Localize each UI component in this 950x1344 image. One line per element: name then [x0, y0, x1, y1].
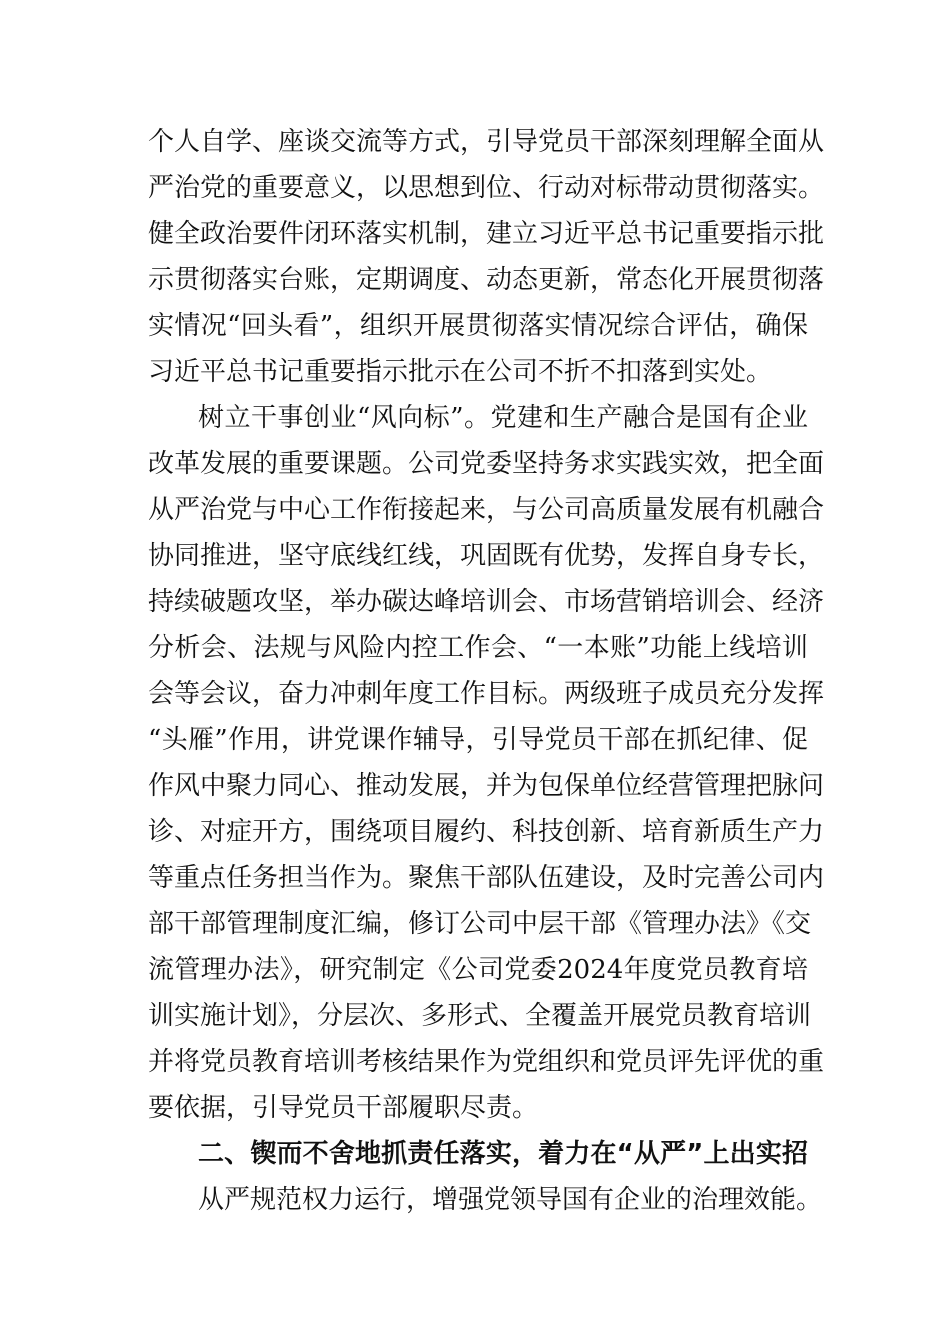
paragraph-line: 改革发展的重要课题。公司党委坚持务求实践实效，把全面	[148, 449, 825, 479]
paragraph-line: 诊、对症开方，围绕项目履约、科技创新、培育新质生产力	[148, 817, 825, 847]
paragraph-line: 严治党的重要意义，以思想到位、行动对标带动贯彻落实。	[148, 173, 825, 203]
paragraph-line: 流管理办法》，研究制定《公司党委2024年度党员教育培	[148, 955, 808, 985]
paragraph-line: 等重点任务担当作为。聚焦干部队伍建设，及时完善公司内	[148, 863, 825, 893]
paragraph-line: 训实施计划》，分层次、多形式、全覆盖开展党员教育培训	[148, 1001, 812, 1031]
paragraph-line: “头雁”作用，讲党课作辅导，引导党员干部在抓纪律、促	[148, 725, 808, 755]
paragraph-line: 协同推进，坚守底线红线，巩固既有优势，发挥自身专长，	[148, 541, 825, 571]
paragraph-line: 示贯彻落实台账，定期调度、动态更新，常态化开展贯彻落	[148, 265, 825, 295]
paragraph-line: 分析会、法规与风险内控工作会、“一本账”功能上线培训	[148, 633, 808, 663]
paragraph-line: 健全政治要件闭环落实机制，建立习近平总书记重要指示批	[148, 219, 825, 249]
paragraph-line: 个人自学、座谈交流等方式，引导党员干部深刻理解全面从	[148, 127, 825, 157]
paragraph-line: 实情况“回头看”，组织开展贯彻落实情况综合评估，确保	[148, 311, 808, 341]
section-heading: 二、锲而不舍地抓责任落实，着力在“从严”上出实招	[198, 1139, 808, 1169]
paragraph-line: 从严规范权力运行，增强党领导国有企业的治理效能。	[198, 1185, 823, 1215]
paragraph-line: 习近平总书记重要指示批示在公司不折不扣落到实处。	[148, 357, 773, 387]
paragraph-line: 从严治党与中心工作衔接起来，与公司高质量发展有机融合	[148, 495, 825, 525]
paragraph-line: 会等会议，奋力冲刺年度工作目标。两级班子成员充分发挥	[148, 679, 825, 709]
paragraph-line: 持续破题攻坚，举办碳达峰培训会、市场营销培训会、经济	[148, 587, 825, 617]
paragraph-line: 作风中聚力同心、推动发展，并为包保单位经营管理把脉问	[148, 771, 825, 801]
paragraph-line: 要依据，引导党员干部履职尽责。	[148, 1093, 539, 1123]
paragraph-line: 并将党员教育培训考核结果作为党组织和党员评先评优的重	[148, 1047, 825, 1077]
paragraph-line: 树立干事创业“风向标”。党建和生产融合是国有企业	[198, 403, 808, 433]
paragraph-line: 部干部管理制度汇编，修订公司中层干部《管理办法》《交	[148, 909, 812, 939]
